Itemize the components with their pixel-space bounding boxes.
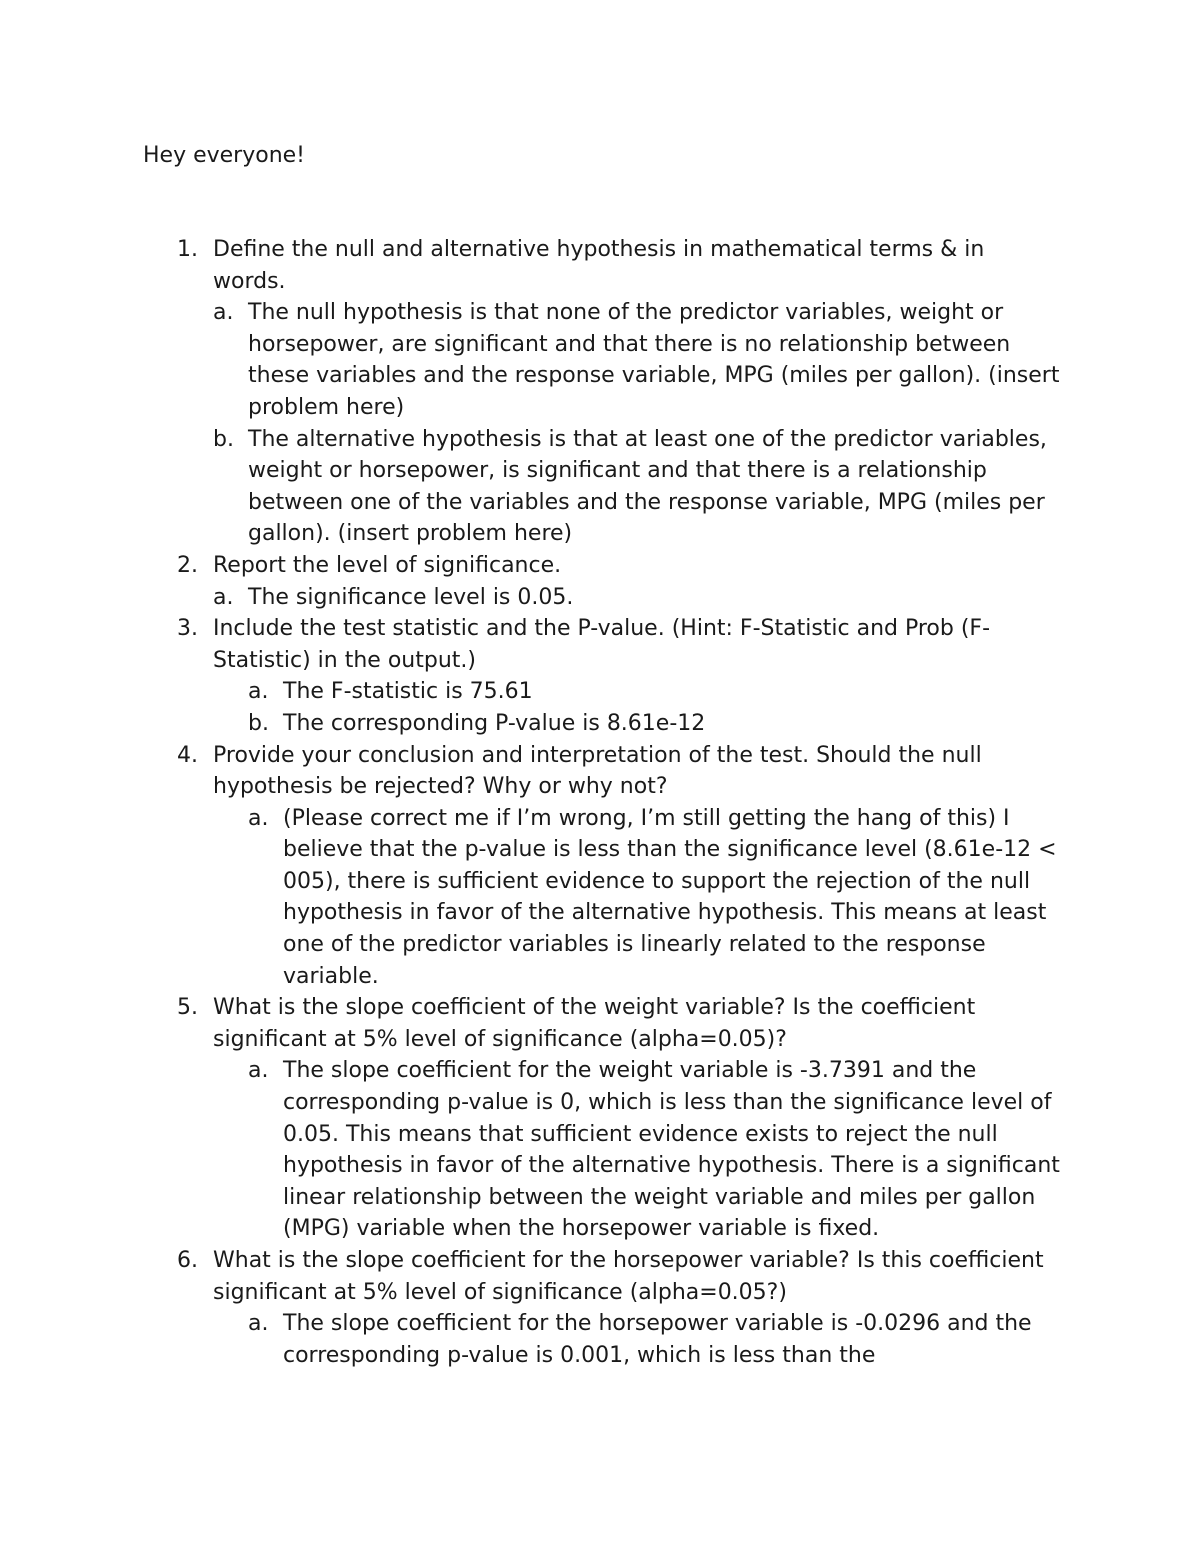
question-2 — [0, 550, 1063, 582]
answer-text: The slope coefficient for the weight variable is -3.7391 and the corresponding p-value is 0, which is less than the significance level of 0.05. This means that sufficient evidence exists to reject the null hypothesis in favor of the alternative hypothesis. There is a significant linear relationship between the weight variable and miles per gallon (MPG) variable when the horsepower variable is fixed. — [283, 1058, 1060, 1242]
question-number: 2. — [177, 552, 198, 578]
question-text: Provide your conclusion and interpretation of the test. Should the null hypothesis be rejected? Why or why not? — [213, 742, 982, 800]
answer-text: The null hypothesis is that none of the predictor variables, weight or horsepower, are significant and that there is no relationship between these variables and the response variable, MPG (miles per gallon). (insert problem here) — [248, 300, 1060, 420]
answer-text: The significance level is 0.05. — [248, 584, 574, 610]
answer-marker: a. — [248, 1058, 269, 1084]
greeting: Hey everyone! — [143, 143, 306, 168]
answer-marker: a. — [248, 1311, 269, 1337]
answer-marker: a. — [213, 584, 234, 610]
answer-marker: a. — [213, 300, 234, 326]
answer-3a — [0, 676, 1063, 708]
question-5 — [0, 992, 1063, 1055]
question-number: 5. — [177, 995, 198, 1021]
question-4 — [0, 740, 1063, 803]
answer-text: The F-statistic is 75.61 — [283, 679, 533, 705]
answer-marker: b. — [213, 426, 234, 452]
question-6 — [0, 1245, 1063, 1308]
answer-marker: a. — [248, 679, 269, 705]
question-3 — [0, 613, 1063, 676]
question-number: 4. — [177, 742, 198, 768]
question-text: Define the null and alternative hypothesis in mathematical terms & in words. — [213, 237, 985, 294]
question-text: Report the level of significance. — [213, 552, 562, 578]
answer-3b — [0, 708, 1063, 740]
answer-2a — [0, 582, 1063, 614]
answer-text: (Please correct me if I’m wrong, I’m still getting the hang of this) I believe that the p-value is less than the significance level (8.61e-12 < 005), there is sufficient evidence to support the rejection of the null hypothesis in favor of the alternative hypothesis. This means at least one of the predictor variables is linearly related to the response variable. — [283, 805, 1057, 989]
question-text: Include the test statistic and the P-value. (Hint: F-Statistic and Prob (F-Statistic) in the output.) — [213, 616, 991, 673]
answer-marker: a. — [248, 805, 269, 831]
question-number: 1. — [177, 237, 198, 262]
answer-text: The alternative hypothesis is that at least one of the predictor variables, weight or horsepower, is significant and that there is a relationship between one of the variables and the response variable, MPG (miles per gallon). (insert problem here) — [248, 426, 1047, 547]
answer-marker: b. — [248, 710, 269, 736]
answer-1b — [0, 424, 1063, 550]
question-number: 3. — [177, 616, 198, 642]
question-1 — [0, 234, 1063, 297]
answer-6a — [0, 1308, 1063, 1371]
answer-4a — [0, 803, 1063, 993]
answer-5a — [0, 1055, 1063, 1245]
question-text: What is the slope coefficient for the horsepower variable? Is this coefficient significant at 5% level of significance (alpha=0.05?) — [213, 1248, 1044, 1305]
answer-1a — [0, 297, 1063, 423]
question-text: What is the slope coefficient of the weight variable? Is the coefficient significant at 5% level of significance (alpha=0.05)? — [213, 995, 976, 1052]
question-list — [0, 234, 1200, 1371]
answer-text: The corresponding P-value is 8.61e-12 — [283, 710, 706, 736]
question-number: 6. — [177, 1248, 198, 1273]
answer-text: The slope coefficient for the horsepower variable is -0.0296 and the corresponding p-value is 0.001, which is less than the — [283, 1311, 1032, 1368]
